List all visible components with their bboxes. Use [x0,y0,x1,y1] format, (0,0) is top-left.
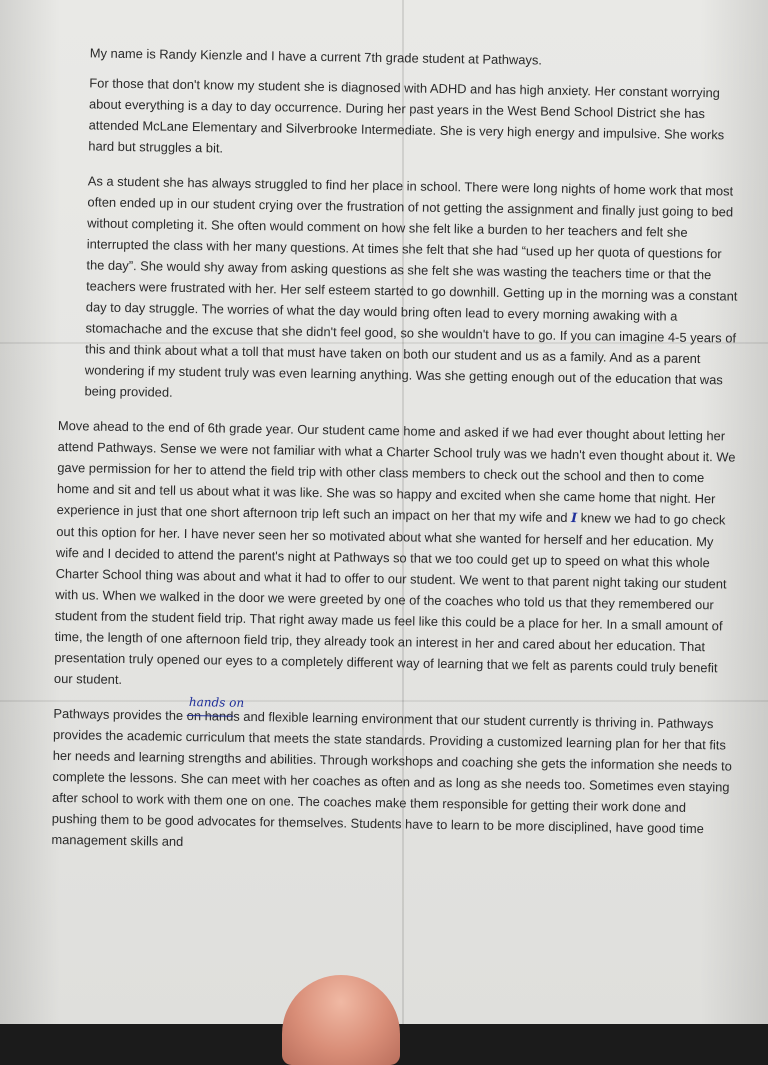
handwritten-correction [186,695,245,727]
intro-line: My name is Randy Kienzle and I have a current 7th grade student at Pathways. [89,45,543,68]
paragraph-4-text-a: Pathways provides the [53,705,184,723]
struck-text: on hand [186,708,234,724]
thumb [282,975,400,1065]
handwritten-insertion: hands on [188,695,245,710]
paragraph-4-text-b: s and flexible learning environment that our student currently is thriving in. Pathways provides the academic curriculum that meets the state standards. Providing a customized learning plan for her that fits her needs and learning strengths and abilities. Through workshops and coaching she gets the information she needs to complete the lessons. She can meet with her coaches as often and as long as she needs too. Sometimes even staying after school to work with them one on one. The coaches make them responsible for getting their work done and pushing them to be good advocates for themselves. Students have to learn to be more disciplined, have good time management skills and [51,708,732,849]
paragraph-3-text-a: Move ahead to the end of 6th grade year. Our student came home and asked if we had ever thought about letting her attend Pathways. Sense we were not familiar with what a Charter School truly was we hadn't even thought about it. We gave permission for her to attend the field trip with other class members to check out the school and then to come home and sit and tell us about what it was like. She was so happy and excited when she came home that night. Her experience in just that one short afternoon trip left such an impact on her that my wife and [56,417,736,525]
paragraph-3 [54,415,738,700]
handwritten-i: I [570,511,578,527]
paragraph-1: For those that don't know my student she is diagnosed with ADHD and has high anxiety. Her constant worrying about everything is a day to day occurrence. During her past years in the West Bend School District she has attended McLane Elementary and Silverbrooke Intermediate. She is very high energy and impulsive. She works hard but struggles a bit. [88,75,725,156]
letter-body [51,42,744,875]
paragraph-3-text-b: knew we had to go check out this option for her. I have never seen her so motivated about what she wanted for herself and her education. My wife and I decided to attend the parent's night at Pathways so that we too could get up to speed on what this whole Charter School thing was about and what it had to offer to our student. We went to that parent night taking our student with us. When we walked in the door we were greeted by one of the coaches who told us that they remembered our student from the student field trip. That right away made us feel like this could be a place for her. In a small amount of time, the length of one afternoon field trip, they already took an interest in her and cared about her education. That presentation truly opened our eyes to a completely different way of learning that we felt as parents could truly benefit our student. [53,510,727,687]
paragraph-4 [51,695,733,861]
paragraph-2: As a student she has always struggled to find her place in school. There were long nights of home work that most often ended up in our student crying over the frustration of not getting the assignment and finally just going to bed without completing it. She often would comment on how she felt like a burden to her teachers and felt she interrupted the class with her many questions. At times she felt that she had “used up her quota of questions for the day”. She would shy away from asking questions as she felt she was wasting the teachers time or that the teachers were frustrated with her. Her self esteem started to go downhill. Getting up in the morning was a constant day to day struggle. The worries of what the day would bring often lead to every morning awaking with a stomachache and the excuse that she didn't feel good, so she wouldn't have to go. If you can imagine 4-5 years of this and think about what a toll that must have taken on both our student and us as a family. And as a parent wondering if my student truly was even learning anything. Was she getting enough out of the education that was being provided. [84,173,738,400]
